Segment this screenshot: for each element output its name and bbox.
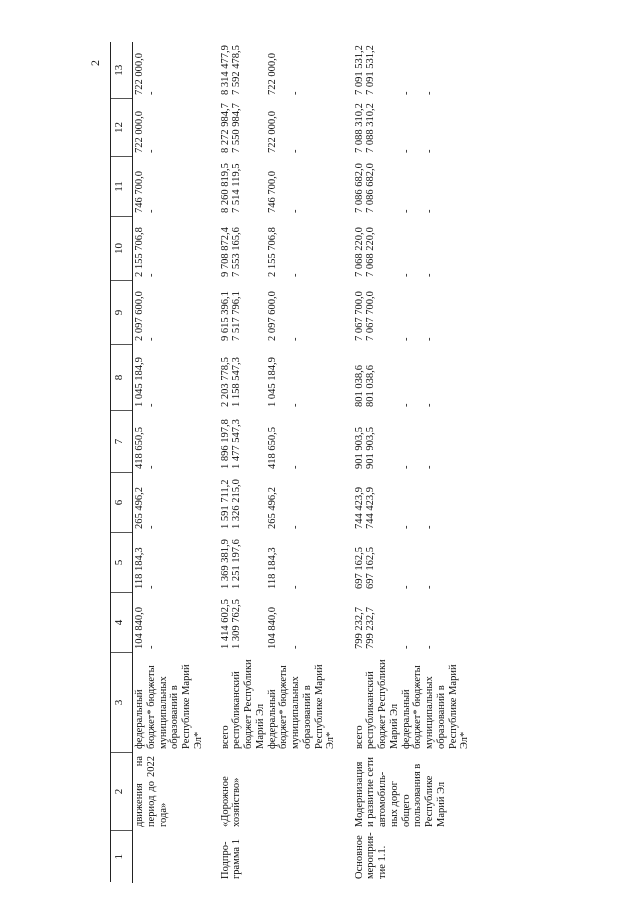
table-cell-c3: федеральный бюджет* бюджеты муниципальных образований в Республике Марий Эл* xyxy=(134,664,204,749)
value-cell: 7 088 310,2 7 088 310,2 - - xyxy=(353,103,435,153)
value-cell: 1 045 184,9 - xyxy=(134,357,157,407)
value-cell: 418 650,5 - xyxy=(134,427,157,469)
value-cell: 1 896 197,8 1 477 547,3 418 650,5 - xyxy=(219,419,301,469)
value-cell: 7 067 700,0 7 067 700,0 - - xyxy=(353,291,435,341)
value-cell: 901 903,5 901 903,5 - - xyxy=(353,427,435,469)
value-cell: 9 615 396,1 7 517 796,1 2 097 600,0 - xyxy=(219,291,301,341)
value-cell: 697 162,5 697 162,5 - - xyxy=(353,547,435,589)
value-cell: 799 232,7 799 232,7 - - xyxy=(353,607,435,649)
column-header: 2 xyxy=(111,753,133,831)
value-cell: 265 496,2 - xyxy=(134,487,157,529)
table-cell-c1: Подпро- грамма 1 xyxy=(219,839,243,879)
value-cell: 722 000,0 - xyxy=(134,53,157,95)
value-cell: 801 038,6 801 038,6 - - xyxy=(353,365,435,407)
value-cell: 7 091 531,2 7 091 531,2 - - xyxy=(353,45,435,95)
column-header: 11 xyxy=(111,157,133,217)
column-header: 9 xyxy=(111,281,133,345)
column-header: 3 xyxy=(111,653,133,753)
table-cell-c2: «Дорожное хозяйство» xyxy=(219,776,243,827)
table-row xyxy=(133,43,219,883)
value-cell: 2 097 600,0 - xyxy=(134,291,157,341)
value-cell: 8 260 819,5 7 514 119,5 746 700,0 - xyxy=(219,163,301,213)
value-cell: 2 203 778,5 1 158 547,3 1 045 184,9 - xyxy=(219,357,301,407)
column-header: 13 xyxy=(111,43,133,99)
value-cell: 1 591 711,2 1 326 215,0 265 496,2 - xyxy=(219,479,301,529)
column-header: 6 xyxy=(111,473,133,533)
value-cell: 104 840,0 - xyxy=(134,607,157,649)
rotated-table-wrapper xyxy=(110,43,510,883)
value-cell: 7 086 682,0 7 086 682,0 - - xyxy=(353,163,435,213)
value-cell: 8 272 984,7 7 550 984,7 722 000,0 - xyxy=(219,103,301,153)
table-cell-c2: Модернизация и развитие сети автомобиль- ных дорог общего пользования в Республике Марий Эл xyxy=(353,756,447,827)
column-header: 12 xyxy=(111,99,133,157)
value-cell: 1 414 602,5 1 309 762,5 104 840,0 - xyxy=(219,599,301,649)
table-cell-c1: Основное мероприя- тие 1.1. xyxy=(353,832,388,879)
column-header: 5 xyxy=(111,533,133,593)
table-row xyxy=(353,43,483,883)
value-cell: 746 700,0 - xyxy=(134,171,157,213)
table-cell-c1 xyxy=(133,831,219,883)
column-header: 8 xyxy=(111,345,133,411)
table-body xyxy=(133,43,483,883)
table-row xyxy=(219,43,353,883)
value-cell: 722 000,0 - xyxy=(134,111,157,153)
value-cell: 744 423,9 744 423,9 - - xyxy=(353,487,435,529)
column-header: 7 xyxy=(111,411,133,473)
table-cell-c2: движения на период до 2022 года» xyxy=(134,756,169,827)
column-header: 1 xyxy=(111,831,133,883)
budget-table xyxy=(110,43,483,884)
value-cell: 1 369 381,9 1 251 197,6 118 184,3 - xyxy=(219,539,301,589)
table-cell-c3: всего республиканский бюджет Республики Марий Эл федеральный бюджет* бюджеты муниципальных образований в Республике Марий Эл* xyxy=(219,659,337,749)
page-number: 2 xyxy=(88,60,102,66)
value-cell: 8 314 477,9 7 592 478,5 722 000,0 - xyxy=(219,45,301,95)
value-cell: 118 184,3 - xyxy=(134,547,157,589)
value-cell: 9 708 872,4 7 553 165,6 2 155 706,8 - xyxy=(219,227,301,277)
column-header: 4 xyxy=(111,593,133,653)
table-cell-c3: всего республиканский бюджет Республики Марий Эл федеральный бюджет* бюджеты муниципальных образований в Республике Марий Эл* xyxy=(353,659,471,749)
column-header: 10 xyxy=(111,217,133,281)
value-cell: 2 155 706,8 - xyxy=(134,227,157,277)
header-row xyxy=(111,43,133,883)
value-cell: 7 068 220,0 7 068 220,0 - - xyxy=(353,227,435,277)
